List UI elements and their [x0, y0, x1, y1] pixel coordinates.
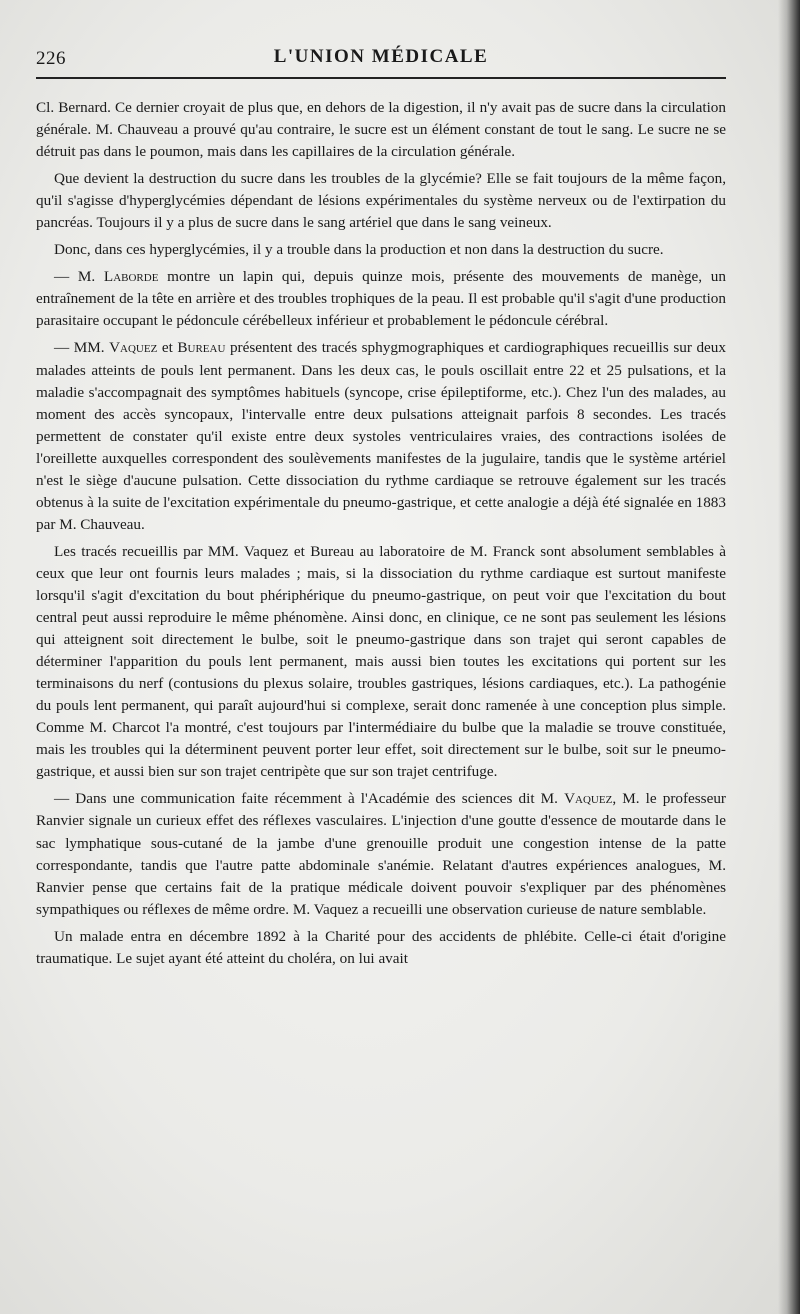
paragraph-conjunction: et	[157, 339, 178, 357]
speaker-name: Laborde	[103, 268, 159, 286]
speaker-name: Vaquez	[564, 790, 613, 808]
paragraph-lead: — Dans une communication faite récemment à l'Académie des sciences dit M.	[54, 790, 565, 808]
paragraph-ranvier	[36, 788, 726, 920]
paragraph-last: Un malade entra en décembre 1892 à la Charité pour des accidents de phlébite. Celle-ci était d'origine traumatique. Le sujet ayant été atteint du choléra, on lui avait	[36, 927, 726, 967]
paragraph-text: , M. le professeur Ranvier signale un curieux effet des réflexes vasculaires. L'injection d'une goutte d'essence de moutarde dans le sac lymphatique sous-cutané de la jambe d'une grenouille produit une congestion intense de la patte correspondante, tandis que l'autre patte abdominale s'anémie. Relatant d'autres expériences analogues, M. Ranvier pense que certains fait de la pratique médicale doivent pouvoir s'expliquer par des phénomènes sympathiques ou réflexes de même ordre. M. Vaquez a recueilli une observation curieuse de nature semblable.	[36, 790, 726, 918]
page-header	[36, 44, 726, 76]
speaker-name: Vaquez	[109, 339, 158, 357]
paragraph-3: Donc, dans ces hyperglycémies, il y a trouble dans la production et non dans la destruction du sucre.	[54, 241, 664, 259]
paragraph-laborde	[36, 266, 726, 332]
paragraph-lead: — MM.	[54, 339, 110, 357]
header-rule	[36, 77, 726, 79]
paragraph-lead: — M.	[54, 268, 104, 286]
paragraph-1: Cl. Bernard. Ce dernier croyait de plus que, en dehors de la digestion, il n'y avait pas de sucre dans la circulation générale. M. Chauveau a prouvé qu'au contraire, le sucre est un élément constant de tout le sang. Le sucre ne se détruit pas dans le poumon, mais dans les capillaires de la circulation générale.	[36, 99, 726, 161]
paragraph-traces: Les tracés recueillis par MM. Vaquez et Bureau au laboratoire de M. Franck sont absolument semblables à ceux que leur ont fournis leurs malades ; mais, si la dissociation du rythme cardiaque est surtout manifeste lorsqu'il s'agit d'excitation du bout phériphérique du pneumo-gastrique, on peut voir que l'excitation du bout central peut aussi reproduire le même phénomène. Ainsi donc, en clinique, ce ne sont pas seulement les lésions qui atteignent soit directement le bulbe, soit le pneumo-gastrique dans son trajet qui seront capables de déterminer l'apparition du pouls lent permanent, mais aussi bien toutes les excitations qui portent sur les terminaisons du nerf (contusions du plexus solaire, troubles gastriques, lésions cardiaques, etc.). La pathogénie du pouls lent permanent, qui paraît aujourd'hui si complexe, serait donc ramenée à une conception plus simple. Comme M. Charcot l'a montré, c'est toujours par l'intermédiaire du bulbe que la maladie se trouve constituée, mais les troubles qui la déterminent peuvent porter leur effet, soit directement sur le bulbe, soit sur le pneumo-gastrique, et aussi bien sur son trajet centripète que sur son trajet centrifuge.	[36, 542, 726, 781]
article-body	[36, 97, 726, 975]
paragraph-vaquez-bureau	[36, 337, 726, 535]
speaker-name-2: Bureau	[177, 339, 226, 357]
page-edge-shadow	[778, 0, 800, 1314]
paragraph-2: Que devient la destruction du sucre dans les troubles de la glycémie? Elle se fait toujours de la même façon, qu'il s'agisse d'hyperglycémies dépendant de lésions expérimentales du système nerveux ou de l'extirpation du pancréas. Toujours il y a plus de sucre dans le sang artériel que dans le sang veineux.	[36, 170, 726, 232]
page-number: 226	[36, 48, 66, 69]
paragraph-text: présentent des tracés sphygmographiques et cardiographiques recueillis sur deux malades atteints de pouls lent permanent. Dans les deux cas, le pouls oscillait entre 22 et 25 pulsations, et la maladie s'accompagnait des symptômes habituels (syncope, crise épileptiforme, etc.). Chez l'un des malades, au moment des accès syncopaux, l'intervalle entre deux pulsations atteignait parfois 8 secondes. Les tracés permettent de constater qu'il existe entre deux systoles ventriculaires vraies, des contractions isolées de l'oreillette auxquelles correspondent des soulèvements manifestes de la jugulaire, tandis que le système artériel n'est le siège d'aucune pulsation. Cette dissociation du rythme cardiaque se retrouve également sur les tracés obtenus à la suite de l'excitation expérimentale du pneumo-gastrique, et cette analogie a déjà été signalée en 1883 par M. Chauveau.	[36, 339, 726, 533]
paragraph-text: montre un lapin qui, depuis quinze mois, présente des mouvements de manège, un entraînement de la tête en arrière et des troubles trophiques de la peau. Il est probable qu'il s'agit d'une production parasitaire occupant le pédoncule cérébelleux inférieur et probablement le pédoncule cérébral.	[36, 268, 726, 330]
running-head: L'UNION MÉDICALE	[273, 46, 489, 67]
